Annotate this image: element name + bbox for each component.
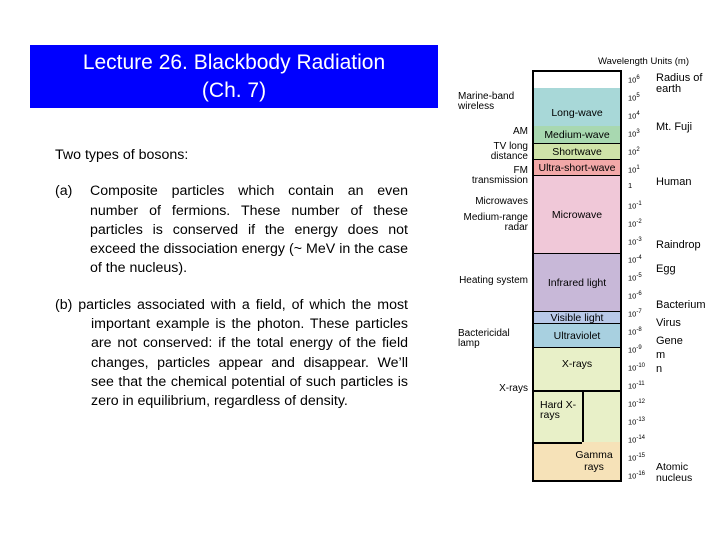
tick: $10^{-16}$ (628, 471, 646, 481)
tick: $10^{-9}$ (628, 345, 642, 355)
tick: $10^{-14}$ (628, 435, 646, 445)
tick: $10^5$ (628, 93, 640, 103)
label-n: n (656, 363, 663, 375)
item-a-label: (a) (55, 183, 73, 200)
wavelength-ticks (628, 70, 650, 482)
label-egg: Egg (656, 263, 676, 275)
label-bactericidal: Bactericidal lamp (458, 328, 510, 349)
band-infrared: Infrared light (534, 254, 620, 312)
tick: $10^{-11}$ (628, 381, 645, 391)
band-ultra-short-wave: Ultra-short-wave (534, 160, 620, 176)
spectrum-header: Wavelength Units (m) (598, 56, 689, 67)
label-radius-of-earth: Radius of earth (656, 72, 703, 95)
item-a-text: Composite particles which contain an even number of fermions. These number of these particles is conserved if the energy does not exceed the dissociation energy (~ MeV in the case of the nucleus). (90, 183, 408, 277)
tick: $10^{-10}$ (628, 363, 646, 373)
label-bacterium: Bacterium (656, 299, 706, 311)
label-raindrop: Raindrop (656, 239, 701, 251)
label-heating: Heating system (459, 275, 528, 286)
body-text (55, 146, 408, 412)
band-x-rays: X-rays (534, 348, 620, 448)
label-m: m (656, 349, 666, 361)
gamma-step-top (534, 442, 582, 444)
band-long-wave: Long-wave (534, 88, 620, 138)
tick: $10^{-6}$ (628, 291, 642, 301)
tick: $10^2$ (628, 147, 640, 157)
band-microwave: Microwave (534, 176, 620, 254)
tick: $10^3$ (628, 129, 640, 139)
title-line-1: Lecture 26. Blackbody Radiation (82, 51, 386, 74)
band-medium-wave: Medium-wave (534, 126, 620, 144)
label-fm: FM transmission (471, 165, 528, 186)
tick: $10^{-8}$ (628, 327, 642, 337)
label-tv: TV long distance (490, 141, 528, 162)
item-a (55, 182, 408, 278)
tick: $10^{-5}$ (628, 273, 642, 283)
tick: $10^{-7}$ (628, 309, 642, 319)
label-virus: Virus (656, 317, 681, 329)
band-visible: Visible light (534, 312, 620, 324)
hard-x-ray-step (534, 390, 620, 392)
label-gene: Gene (656, 335, 683, 347)
label-atomic-nucleus: Atomic nucleus (656, 461, 693, 484)
item-b-text: (b) particles associated with a field, of which the most important example is the photon. These particles are not conserved: if the total energy of the field changes, particles appear and disappear. We’ll see that the chemical potential of such particles is zero in equilibrium, regardless of density. (55, 296, 408, 410)
band-ultraviolet: Ultraviolet (534, 324, 620, 348)
intro-text: Two types of bosons: (55, 147, 189, 163)
tick: $10^{-13}$ (628, 417, 646, 427)
tick: $10^{-4}$ (628, 255, 642, 265)
tick: $10^4$ (628, 111, 640, 121)
band-gamma-rays: Gamma rays (534, 442, 620, 480)
tick: $10^{-1}$ (628, 201, 642, 211)
tick: $10^{-3}$ (628, 237, 642, 247)
band-hard-x-rays: Hard X-rays (540, 399, 577, 421)
label-mt-fuji: Mt. Fuji (656, 121, 693, 133)
title-box (30, 45, 438, 108)
label-human: Human (656, 176, 692, 188)
tick: 1 (628, 181, 633, 190)
band-shortwave: Shortwave (534, 144, 620, 160)
tick: $10^{-15}$ (628, 453, 646, 463)
tick: $10^{-2}$ (628, 219, 642, 229)
label-marine-band: Marine-band wireless (458, 91, 515, 112)
gamma-step (582, 390, 584, 442)
title-line-2: (Ch. 7) (201, 79, 267, 102)
label-x-rays: X-rays (499, 383, 528, 394)
spectrum-column (532, 70, 622, 482)
tick: $10^1$ (628, 165, 640, 175)
label-microwaves: Microwaves (475, 196, 528, 207)
label-radar: Medium-range radar (463, 212, 528, 233)
tick: $10^6$ (628, 75, 640, 85)
label-am: AM (513, 126, 528, 137)
em-spectrum-figure (452, 50, 720, 490)
tick: $10^{-12}$ (628, 399, 646, 409)
